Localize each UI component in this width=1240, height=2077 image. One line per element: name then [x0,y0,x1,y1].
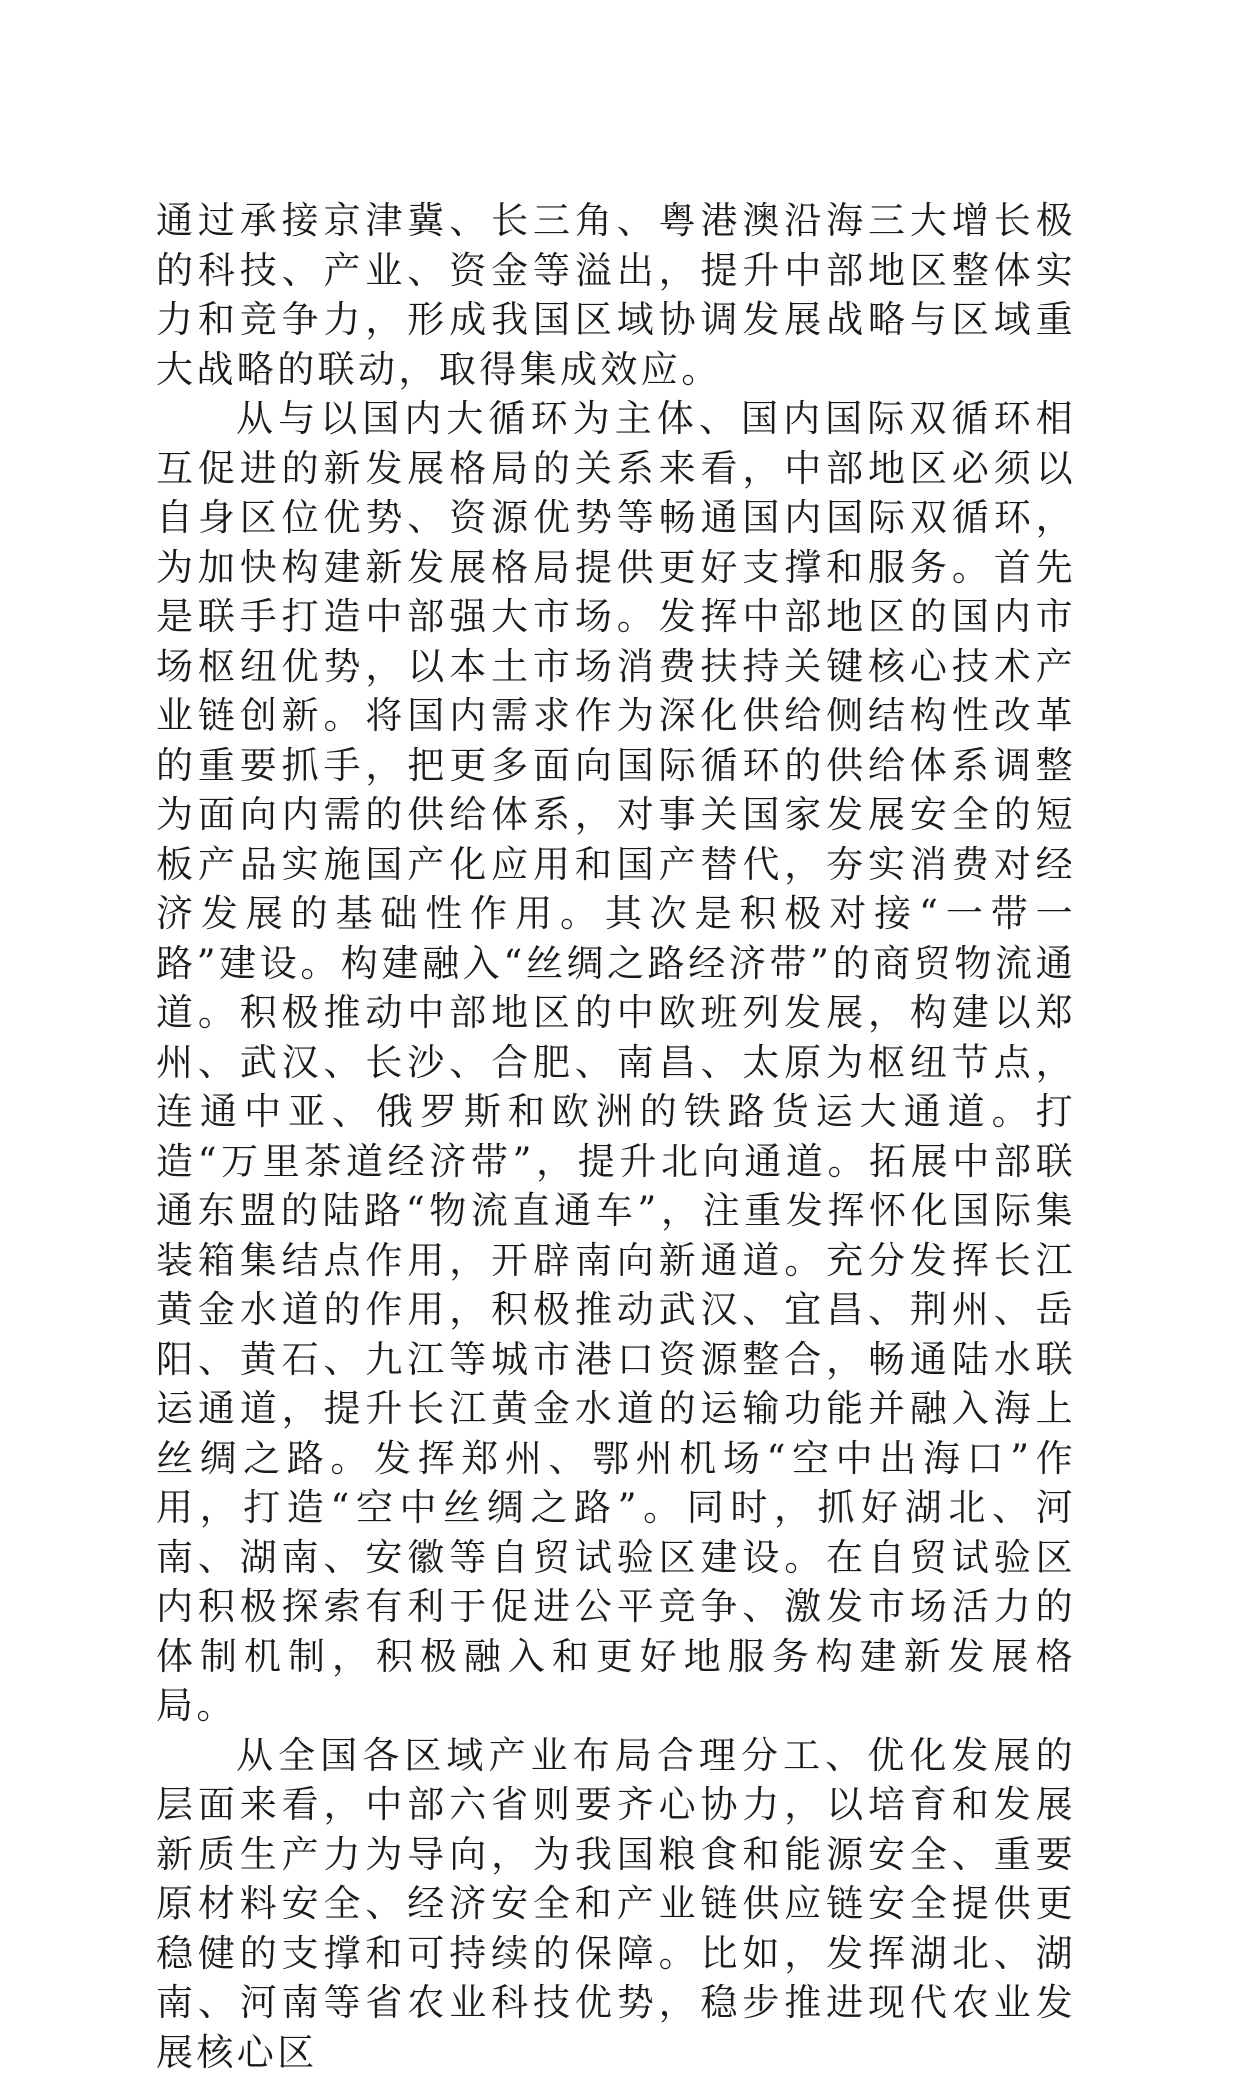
paragraph-1: 通过承接京津冀、长三角、粤港澳沿海三大增长极的科技、产业、资金等溢出，提升中部地区整体实力和竞争力，形成我国区域协调发展战略与区域重大战略的联动，取得集成效应。 [156,196,1076,394]
body-text [156,196,1076,2077]
paragraph-3: 从全国各区域产业布局合理分工、优化发展的层面来看，中部六省则要齐心协力，以培育和发展新质生产力为导向，为我国粮食和能源安全、重要原材料安全、经济安全和产业链供应链安全提供更稳健的支撑和可持续的保障。比如，发挥湖北、湖南、河南等省农业科技优势，稳步推进现代农业发展核心区 [156,1731,1076,2077]
paragraph-2: 从与以国内大循环为主体、国内国际双循环相互促进的新发展格局的关系来看，中部地区必须以自身区位优势、资源优势等畅通国内国际双循环，为加快构建新发展格局提供更好支撑和服务。首先是联手打造中部强大市场。发挥中部地区的国内市场枢纽优势，以本土市场消费扶持关键核心技术产业链创新。将国内需求作为深化供给侧结构性改革的重要抓手，把更多面向国际循环的供给体系调整为面向内需的供给体系，对事关国家发展安全的短板产品实施国产化应用和国产替代，夯实消费对经济发展的基础性作用。其次是积极对接“一带一路”建设。构建融入“丝绸之路经济带”的商贸物流通道。积极推动中部地区的中欧班列发展，构建以郑州、武汉、长沙、合肥、南昌、太原为枢纽节点，连通中亚、俄罗斯和欧洲的铁路货运大通道。打造“万里茶道经济带”，提升北向通道。拓展中部联通东盟的陆路“物流直通车”，注重发挥怀化国际集装箱集结点作用，开辟南向新通道。充分发挥长江黄金水道的作用，积极推动武汉、宜昌、荆州、岳阳、黄石、九江等城市港口资源整合，畅通陆水联运通道，提升长江黄金水道的运输功能并融入海上丝绸之路。发挥郑州、鄂州机场“空中出海口”作用，打造“空中丝绸之路”。同时，抓好湖北、河南、湖南、安徽等自贸试验区建设。在自贸试验区内积极探索有利于促进公平竞争、激发市场活力的体制机制，积极融入和更好地服务构建新发展格局。 [156,394,1076,1731]
